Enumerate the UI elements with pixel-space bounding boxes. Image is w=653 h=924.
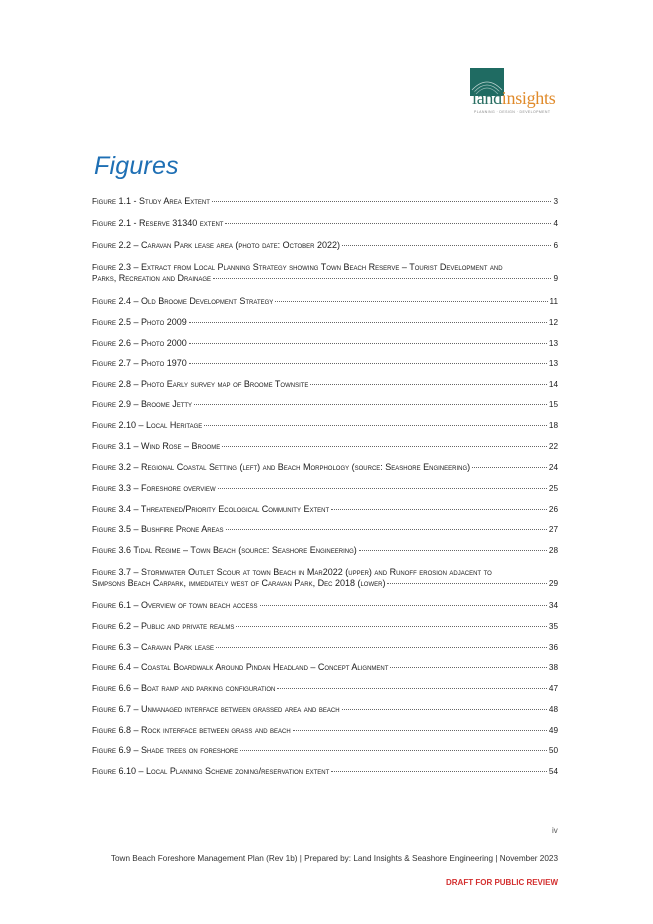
toc-entry-page: 6 — [553, 241, 558, 250]
toc-dot-leader — [387, 583, 546, 584]
toc-entry-page: 4 — [553, 219, 558, 228]
toc-entry-page: 36 — [548, 643, 558, 652]
toc-entry-title: Figure 3.7 – Stormwater Outlet Scour at town Beach in Mar2022 (upper) and Runoff erosion adjacent to — [92, 567, 492, 577]
toc-entry-title: Simpsons Beach Carpark, immediately west of Caravan Park, Dec 2018 (lower) — [92, 578, 386, 588]
toc-dot-leader — [275, 301, 547, 302]
toc-dot-leader — [189, 322, 547, 323]
toc-entry-page: 25 — [548, 484, 558, 493]
toc-entry-title: Figure 2.10 – Local Heritage — [92, 420, 203, 430]
toc-entry-title: Figure 6.8 – Rock interface between grass and beach — [92, 725, 291, 735]
toc-entry[interactable] — [92, 240, 558, 251]
toc-dot-leader — [216, 647, 547, 648]
toc-dot-leader — [189, 363, 547, 364]
toc-entry[interactable] — [92, 725, 558, 736]
toc-dot-leader — [293, 730, 547, 731]
toc-entry-page: 3 — [553, 197, 558, 206]
toc-entry[interactable] — [92, 504, 558, 515]
toc-entry-page: 27 — [548, 525, 558, 534]
toc-entry-page: 13 — [548, 359, 558, 368]
toc-entry-title: Figure 3.1 – Wind Rose – Broome — [92, 441, 221, 451]
toc-entry-title: Figure 2.1 - Reserve 31340 extent — [92, 218, 224, 228]
toc-entry[interactable] — [92, 196, 558, 207]
toc-entry-title: Figure 2.3 – Extract from Local Planning Strategy showing Town Beach Reserve – Tourist Development and — [92, 262, 503, 272]
toc-entry[interactable] — [92, 524, 558, 535]
toc-entry-title: Figure 1.1 - Study Area Extent — [92, 196, 210, 206]
footer-text: Town Beach Foreshore Management Plan (Rev 1b) | Prepared by: Land Insights & Seashore Engineering | November 2023 — [110, 854, 558, 863]
toc-dot-leader — [342, 709, 547, 710]
toc-entry-page: 24 — [548, 463, 558, 472]
toc-dot-leader — [213, 278, 551, 279]
toc-entry[interactable] — [92, 662, 558, 673]
toc-entry-page: 54 — [548, 767, 558, 776]
toc-dot-leader — [331, 771, 547, 772]
toc-dot-leader — [194, 404, 547, 405]
toc-entry-title: Figure 2.4 – Old Broome Development Strategy — [92, 296, 274, 306]
toc-entry-title: Figure 2.9 – Broome Jetty — [92, 399, 193, 409]
toc-dot-leader — [240, 750, 547, 751]
toc-entry-title: Figure 2.2 – Caravan Park lease area (photo date: October 2022) — [92, 240, 341, 250]
toc-entry[interactable] — [92, 600, 558, 611]
toc-dot-leader — [310, 384, 546, 385]
land-insights-logo — [468, 68, 564, 116]
toc-entry[interactable] — [92, 683, 558, 694]
toc-entry-title: Figure 6.3 – Caravan Park lease — [92, 642, 215, 652]
toc-entry[interactable] — [92, 621, 558, 632]
toc-entry-title: Figure 6.1 – Overview of town beach access — [92, 600, 258, 610]
toc-entry[interactable] — [92, 462, 558, 473]
toc-entry-page: 47 — [548, 684, 558, 693]
toc-entry-title: Figure 6.6 – Boat ramp and parking configuration — [92, 683, 276, 693]
toc-entry[interactable] — [92, 766, 558, 777]
page-title: Figures — [94, 152, 179, 180]
toc-entry-title: Figure 3.6 Tidal Regime – Town Beach (source: Seashore Engineering) — [92, 545, 357, 555]
toc-entry-title: Figure 6.4 – Coastal Boardwalk Around Pindan Headland – Concept Alignment — [92, 662, 389, 672]
toc-entry-page: 9 — [553, 274, 558, 283]
toc-entry-page: 35 — [548, 622, 558, 631]
toc-entry-page: 38 — [548, 663, 558, 672]
toc-entry[interactable] — [92, 567, 558, 589]
toc-entry-title: Figure 6.2 – Public and private realms — [92, 621, 235, 631]
toc-entry[interactable] — [92, 218, 558, 229]
toc-entry-title: Figure 3.3 – Foreshore overview — [92, 483, 216, 493]
toc-dot-leader — [331, 509, 547, 510]
toc-entry-page: 49 — [548, 726, 558, 735]
toc-dot-leader — [218, 488, 547, 489]
toc-entry-page: 12 — [548, 318, 558, 327]
toc-dot-leader — [260, 605, 547, 606]
toc-dot-leader — [342, 245, 551, 246]
toc-entry[interactable] — [92, 379, 558, 390]
toc-entry-title: Figure 6.10 – Local Planning Scheme zoning/reservation extent — [92, 766, 330, 776]
toc-entry-title: Figure 3.4 – Threatened/Priority Ecological Community Extent — [92, 504, 330, 514]
toc-entry-page: 29 — [548, 579, 558, 588]
toc-entry-page: 13 — [548, 339, 558, 348]
toc-entry-page: 34 — [548, 601, 558, 610]
toc-entry[interactable] — [92, 545, 558, 556]
toc-entry[interactable] — [92, 745, 558, 756]
toc-entry-title: Figure 6.7 – Unmanaged interface between grassed area and beach — [92, 704, 340, 714]
toc-entry[interactable] — [92, 642, 558, 653]
page-number: iv — [552, 826, 558, 835]
toc-dot-leader — [204, 425, 547, 426]
toc-entry-page: 14 — [548, 380, 558, 389]
toc-dot-leader — [226, 529, 547, 530]
toc-entry-page: 15 — [548, 400, 558, 409]
toc-entry-page: 26 — [548, 505, 558, 514]
toc-entry[interactable] — [92, 420, 558, 431]
toc-dot-leader — [189, 343, 547, 344]
toc-entry[interactable] — [92, 483, 558, 494]
toc-dot-leader — [222, 446, 547, 447]
toc-dot-leader — [212, 201, 552, 202]
toc-dot-leader — [390, 667, 546, 668]
toc-dot-leader — [472, 467, 547, 468]
toc-entry[interactable] — [92, 338, 558, 349]
toc-dot-leader — [225, 223, 551, 224]
toc-entry-title: Figure 2.5 – Photo 2009 — [92, 317, 187, 327]
toc-dot-leader — [359, 550, 547, 551]
logo-tagline: PLANNING · DESIGN · DEVELOPMENT — [474, 110, 551, 114]
draft-label: DRAFT FOR PUBLIC REVIEW — [446, 878, 558, 887]
toc-entry-page: 22 — [548, 442, 558, 451]
toc-entry-page: 18 — [548, 421, 558, 430]
toc-entry[interactable] — [92, 704, 558, 715]
toc-entry-page: 50 — [548, 746, 558, 755]
toc-entry-title: Figure 2.7 – Photo 1970 — [92, 358, 187, 368]
toc-entry[interactable] — [92, 358, 558, 369]
toc-entry-page: 28 — [548, 546, 558, 555]
toc-entry-title: Figure 3.5 – Bushfire Prone Areas — [92, 524, 224, 534]
toc-entry-title: Figure 2.8 – Photo Early survey map of Broome Townsite — [92, 379, 309, 389]
toc-entry-page: 48 — [548, 705, 558, 714]
toc-entry-title: Parks, Recreation and Drainage — [92, 273, 212, 283]
toc-entry[interactable] — [92, 317, 558, 328]
toc-entry[interactable] — [92, 399, 558, 410]
toc-dot-leader — [277, 688, 547, 689]
toc-dot-leader — [236, 626, 547, 627]
logo-wordmark: landinsights — [472, 88, 556, 108]
toc-entry[interactable] — [92, 296, 558, 307]
toc-entry-title: Figure 6.9 – Shade trees on foreshore — [92, 745, 239, 755]
toc-entry-page: 11 — [549, 297, 558, 306]
toc-entry[interactable] — [92, 262, 558, 284]
toc-entry-title: Figure 2.6 – Photo 2000 — [92, 338, 187, 348]
toc-entry-title: Figure 3.2 – Regional Coastal Setting (left) and Beach Morphology (source: Seashore Engineering) — [92, 462, 471, 472]
toc-entry[interactable] — [92, 441, 558, 452]
